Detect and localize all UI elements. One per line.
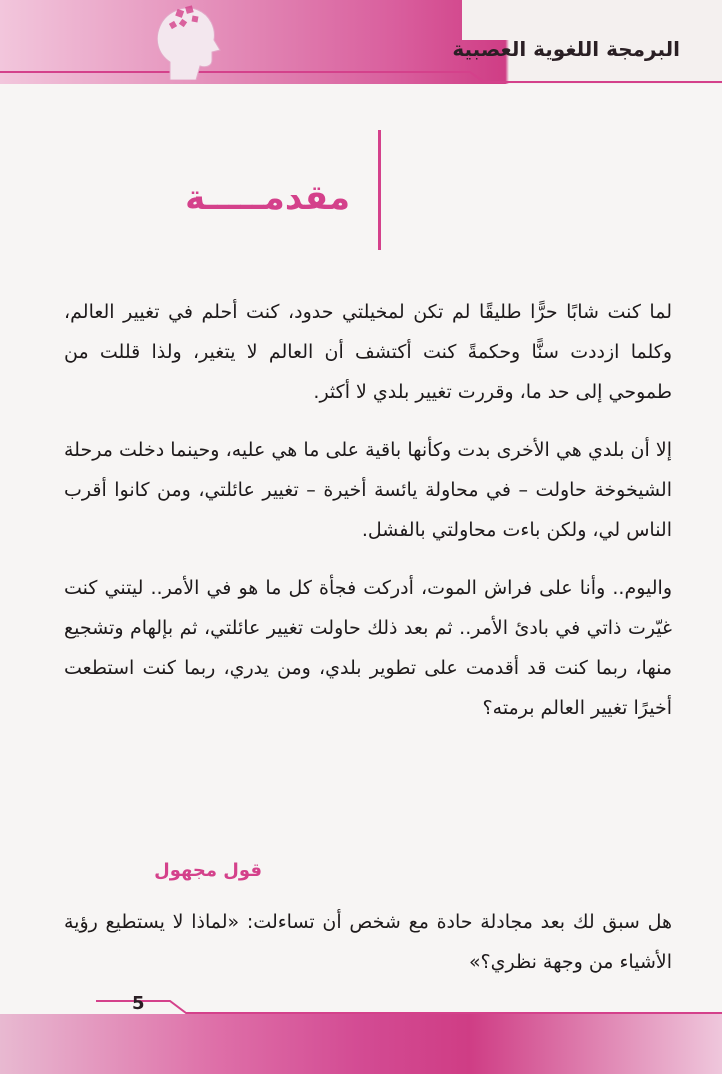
paragraph: هل سبق لك بعد مجادلة حادة مع شخص أن تساءلت: «لماذا لا يستطيع رؤية الأشياء من وجهة نظري؟» xyxy=(64,911,672,973)
quote-attribution: قول مجهول xyxy=(154,860,262,881)
page-number: 5 xyxy=(132,993,145,1014)
paragraph: إلا أن بلدي هي الأخرى بدت وكأنها باقية على ما هي عليه، وحينما دخلت مرحلة الشيخوخة حاولت – في محاولة يائسة أخيرة – تغيير عائلتي، ومن كانوا أقرب الناس لي، ولكن باءت محاولتي بالفشل. xyxy=(64,439,672,541)
body-text xyxy=(64,292,672,746)
paragraph: واليوم.. وأنا على فراش الموت، أدركت فجأة كل ما هو في الأمر.. ليتني كنت غيّرت ذاتي في بادئ الأمر.. ثم بعد ذلك حاولت تغيير عائلتي، ثم بإلهام وتشجيع منها، ربما كنت قد أقدمت على تطوير بلدي، ومن يدري، ربما كنت استطعت أخيرًا تغيير العالم برمته؟ xyxy=(64,577,672,719)
paragraph: لما كنت شابًا حرًّا طليقًا لم تكن لمخيلتي حدود، كنت أحلم في تغيير العالم، وكلما ازددت سنًّا وحكمةً كنت أكتشف أن العالم لا يتغير، ولذا قللت من طموحي إلى حد ما، وقررت تغيير بلدي لا أكثر. xyxy=(64,301,672,403)
header-gap xyxy=(0,84,722,104)
header-rule xyxy=(0,70,722,84)
header-cutout xyxy=(462,0,722,40)
header-title: البرمجة اللغوية العصبية xyxy=(452,37,680,61)
closing-text xyxy=(64,902,672,982)
head-silhouette-icon xyxy=(140,0,230,80)
section-title: مقدمـــــة xyxy=(185,178,350,218)
footer-rule xyxy=(0,995,722,1035)
section-divider xyxy=(378,130,381,250)
